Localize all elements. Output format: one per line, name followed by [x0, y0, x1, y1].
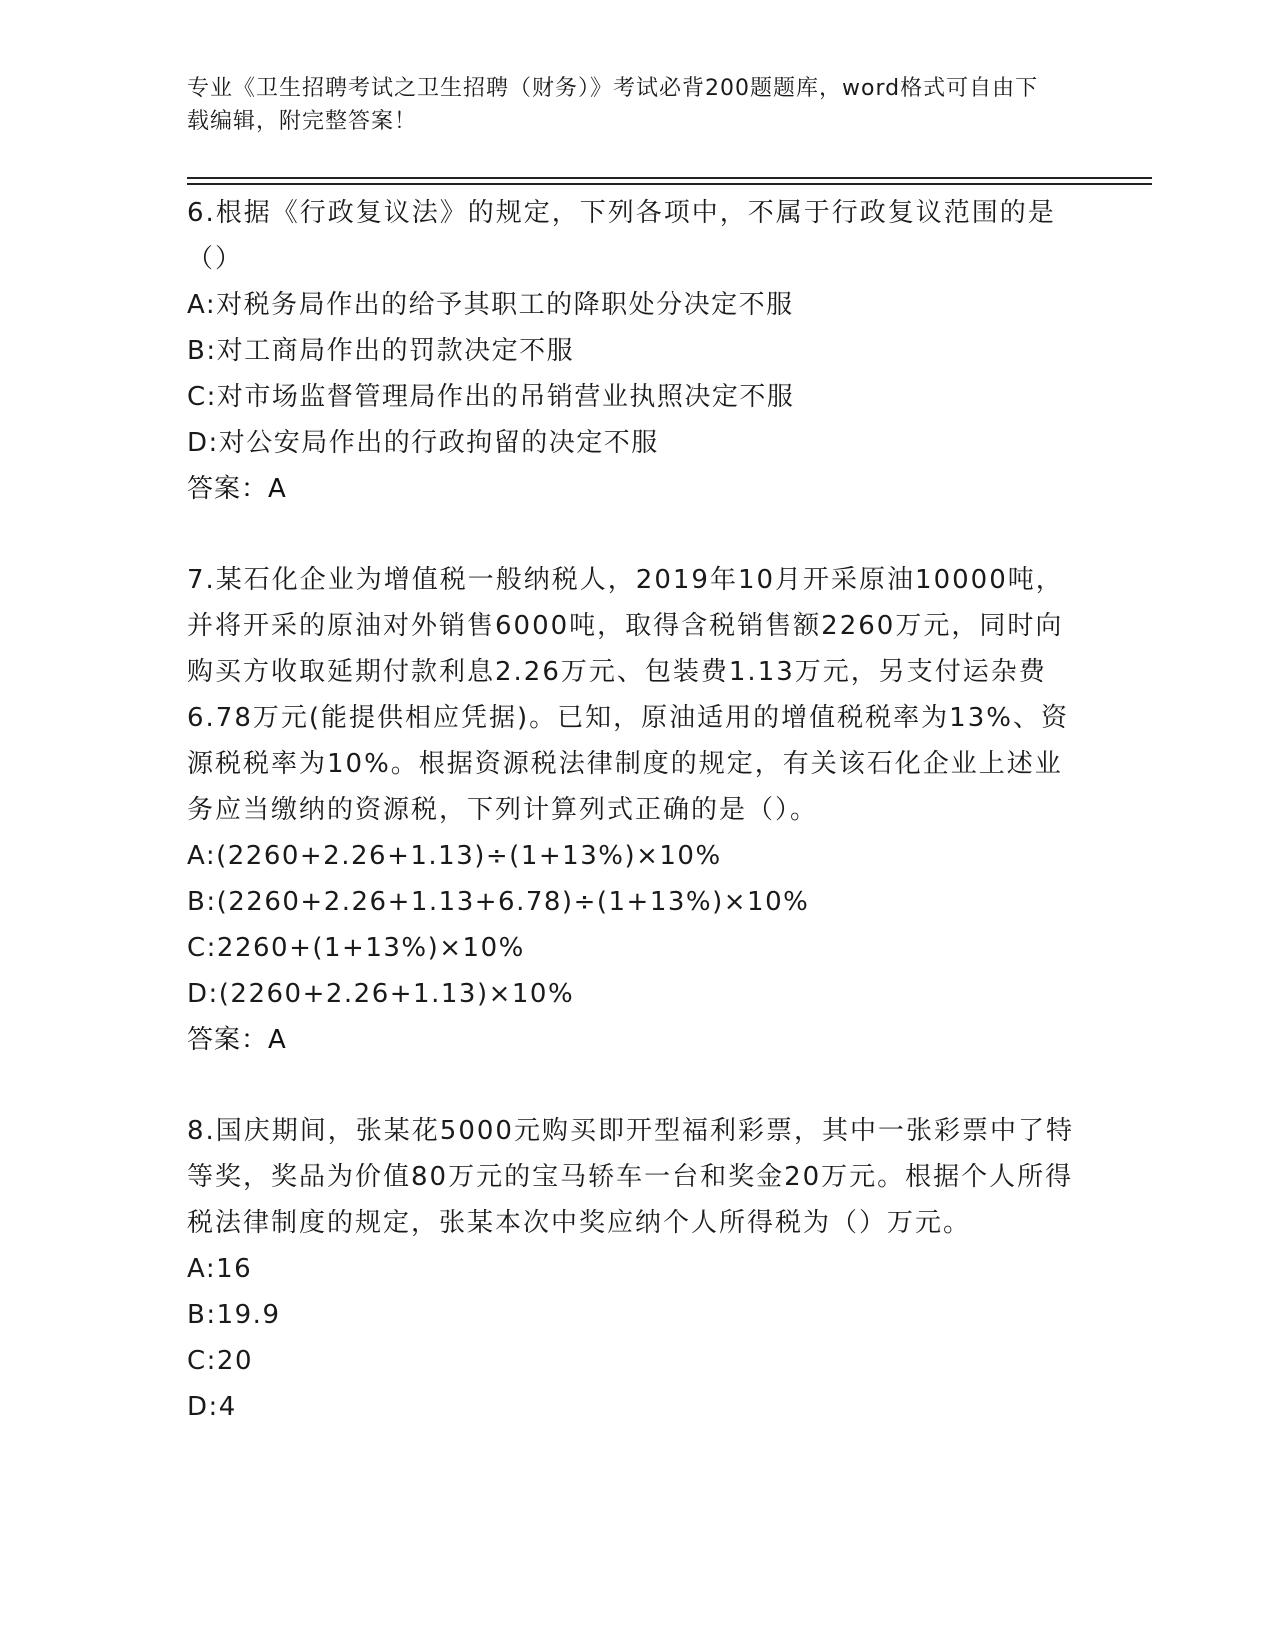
option-d: D:4	[187, 1392, 237, 1422]
option-c: C:2260+(1+13%)×10%	[187, 933, 525, 963]
option-c: C:20	[187, 1346, 253, 1376]
answer: 答案：A	[187, 474, 287, 504]
option-b: B:(2260+2.26+1.13+6.78)÷(1+13%)×10%	[187, 887, 810, 917]
option-a: A:对税务局作出的给予其职工的降职处分决定不服	[187, 290, 794, 320]
header-rule-bottom	[187, 183, 1152, 185]
header-rule-top	[187, 177, 1152, 179]
option-a: A:16	[187, 1254, 253, 1284]
question-text: 8.国庆期间，张某花5000元购买即开型福利彩票，其中一张彩票中了特等奖，奖品为价值80万元的宝马轿车一台和奖金20万元。根据个人所得税法律制度的规定，张某本次中奖应纳个人所得税为（）万元。	[187, 1116, 1074, 1238]
question-8	[187, 1108, 1087, 1430]
question-6	[187, 190, 1087, 512]
option-d: D:(2260+2.26+1.13)×10%	[187, 979, 575, 1009]
option-a: A:(2260+2.26+1.13)÷(1+13%)×10%	[187, 841, 722, 871]
question-text: 6.根据《行政复议法》的规定，下列各项中，不属于行政复议范围的是（）	[187, 198, 1056, 274]
question-7	[187, 557, 1087, 1063]
answer: 答案：A	[187, 1025, 287, 1055]
option-b: B:19.9	[187, 1300, 281, 1330]
question-text: 7.某石化企业为增值税一般纳税人，2019年10月开采原油10000吨，并将开采的原油对外销售6000吨，取得含税销售额2260万元，同时向购买方收取延期付款利息2.26万元、包装费1.13万元，另支付运杂费6.78万元(能提供相应凭据)。已知，原油适用的增值税税率为13%、资源税税率为10%。根据资源税法律制度的规定，有关该石化企业上述业务应当缴纳的资源税，下列计算列式正确的是（）。	[187, 565, 1069, 825]
option-b: B:对工商局作出的罚款决定不服	[187, 336, 575, 366]
option-c: C:对市场监督管理局作出的吊销营业执照决定不服	[187, 382, 795, 412]
option-d: D:对公安局作出的行政拘留的决定不服	[187, 428, 659, 458]
document-header: 专业《卫生招聘考试之卫生招聘（财务）》考试必背200题题库，word格式可自由下载编辑，附完整答案！	[187, 76, 1039, 134]
question-list	[187, 190, 1087, 1475]
